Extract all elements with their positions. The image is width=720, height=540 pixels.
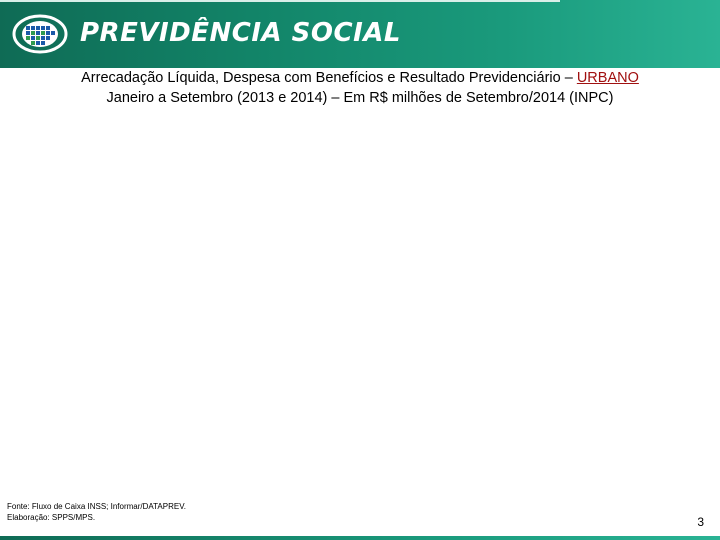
source-line: Fonte: Fluxo de Caixa INSS; Informar/DATAPREV. (7, 502, 187, 511)
page-title (0, 68, 720, 108)
brand-title: PREVIDÊNCIA SOCIAL (80, 18, 401, 48)
header-banner (0, 0, 720, 68)
title-line-2: Janeiro a Setembro (2013 e 2014) – Em R$ milhões de Setembro/2014 (INPC) (106, 90, 614, 106)
header-top-line (0, 0, 560, 2)
previdencia-social-emblem-icon (12, 13, 68, 55)
page-number: 3 (697, 515, 704, 529)
title-line-1-text: Arrecadação Líquida, Despesa com Benefícios e Resultado Previdenciário – (81, 70, 577, 86)
source-note (7, 502, 186, 523)
footer-bar (0, 536, 720, 540)
title-line-1 (0, 68, 720, 88)
elaboration-line: Elaboração: SPPS/MPS. (7, 512, 96, 522)
title-highlight-urbano: URBANO (576, 70, 639, 86)
